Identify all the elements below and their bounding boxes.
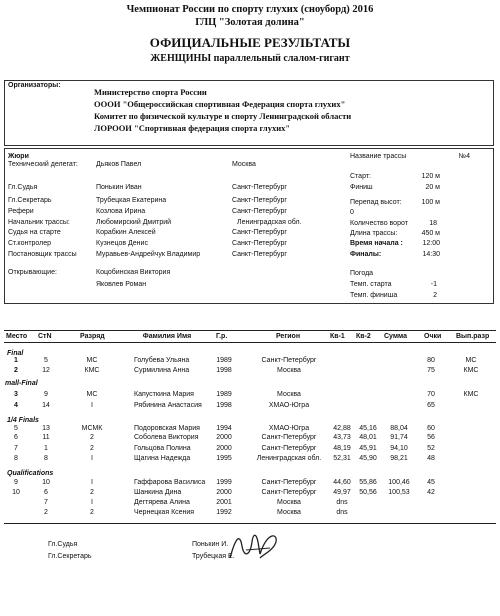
cell-achieved-rank: КМС	[463, 391, 479, 398]
cell-rank: I	[91, 479, 93, 486]
cell-bib: 14	[42, 402, 50, 409]
cell-place: 5	[14, 425, 18, 432]
jury-name: Козлова Ирина	[96, 208, 146, 215]
course-value: 120 м	[421, 173, 440, 180]
jury-city: Санкт-Петербург	[232, 184, 287, 191]
cell-sum: 94,10	[390, 445, 408, 452]
cell-region: Санкт-Петербург	[261, 445, 317, 452]
cell-region: Санкт-Петербург	[261, 479, 317, 486]
cell-points: 70	[427, 391, 435, 398]
cell-bib: 7	[44, 499, 48, 506]
signature-name: Трубецкая Е.	[192, 553, 235, 560]
cell-region: Санкт-Петербург	[261, 434, 317, 441]
cell-sum: 88,04	[390, 425, 408, 432]
cell-points: 48	[427, 455, 435, 462]
cell-birth-year: 1989	[216, 357, 232, 364]
section-title-small-final: mall-Final	[5, 380, 38, 387]
cell-place: 2	[14, 367, 18, 374]
jury-city: Санкт-Петербург	[232, 251, 287, 258]
cell-region: Москва	[277, 499, 301, 506]
cell-sum: 100,46	[388, 479, 410, 486]
cell-birth-year: 1989	[216, 391, 232, 398]
cell-bib: 8	[44, 455, 48, 462]
cell-points: 42	[427, 489, 435, 496]
cell-sum: 91,74	[390, 434, 408, 441]
cell-bib: 10	[42, 479, 50, 486]
cell-rank: 2	[90, 445, 94, 452]
cell-place: 9	[14, 479, 18, 486]
opener-name: Яковлев Роман	[96, 281, 147, 288]
weather-label: Темп. финиша	[350, 292, 398, 299]
jury-name: Любомирский Дмитрий	[96, 219, 172, 226]
cell-bib: 1	[44, 445, 48, 452]
cell-qualifying-1: 43,73	[333, 434, 351, 441]
weather-label: Темп. старта	[350, 281, 392, 288]
course-value: 450 м	[421, 230, 440, 237]
cell-region: Москва	[277, 391, 301, 398]
cell-sum: 100,53	[388, 489, 410, 496]
cell-birth-year: 1995	[216, 455, 232, 462]
organizer-item: Министерство спорта России	[94, 87, 207, 97]
course-label: Финиш	[350, 184, 373, 191]
course-label: Количество ворот	[350, 220, 408, 227]
jury-name: Понькин Иван	[96, 184, 142, 191]
cell-rank: 2	[90, 509, 94, 516]
cell-region: Санкт-Петербург	[261, 357, 317, 364]
jury-city: Санкт-Петербург	[232, 229, 287, 236]
cell-place: 4	[14, 402, 18, 409]
cell-qualifying-1: 44,60	[333, 479, 351, 486]
cell-qualifying-1: 52,31	[333, 455, 351, 462]
cell-birth-year: 1998	[216, 367, 232, 374]
jury-role: Гл.Судья	[8, 184, 38, 191]
cell-athlete-name: Чернецкая Ксения	[134, 509, 195, 516]
col-header-achieved: Вып.разр	[456, 333, 490, 340]
cell-athlete-name: Дегтярева Алина	[134, 499, 190, 506]
course-value: 100 м	[421, 199, 440, 206]
col-header-points: Очки	[424, 333, 442, 340]
jury-name: Кузнецов Денис	[96, 240, 148, 247]
organizer-item: Комитет по физической культуре и спорту Ленинградской области	[94, 111, 352, 121]
cell-place: 7	[14, 445, 18, 452]
cell-athlete-name: Капусткина Мария	[134, 391, 194, 398]
cell-place: 8	[14, 455, 18, 462]
cell-qualifying-1: dns	[336, 509, 348, 516]
cell-region: ХМАО-Югра	[268, 425, 310, 432]
col-header-name: Фамилия Имя	[142, 333, 192, 340]
jury-role: Постановщик трассы	[8, 251, 77, 258]
signature-role: Гл.Секретарь	[48, 553, 92, 560]
cell-birth-year: 2000	[216, 489, 232, 496]
jury-role: Начальник трассы:	[8, 219, 70, 226]
organizers-label: Организаторы:	[8, 82, 61, 89]
jury-city: Санкт-Петербург	[232, 197, 287, 204]
event-subtitle: ЖЕНЩИНЫ параллельный слалом-гигант	[150, 53, 350, 64]
championship-title: Чемпионат России по спорту глухих (сноуборд) 2016	[126, 4, 374, 15]
cell-bib: 6	[44, 489, 48, 496]
table-top-rule	[4, 330, 496, 331]
cell-bib: 11	[42, 434, 50, 441]
cell-rank: I	[91, 402, 93, 409]
cell-qualifying-1: dns	[336, 499, 348, 506]
cell-points: 80	[427, 357, 435, 364]
cell-points: 45	[427, 479, 435, 486]
course-value: 18	[429, 220, 437, 227]
openers-label: Открывающие:	[8, 269, 57, 276]
cell-rank: МСМК	[81, 425, 103, 432]
jury-role: Гл.Секретарь	[8, 197, 52, 204]
table-bottom-rule	[4, 523, 496, 524]
col-header-q2: Кв-2	[356, 333, 371, 340]
cell-rank: I	[91, 499, 93, 506]
cell-bib: 9	[44, 391, 48, 398]
cell-qualifying-1: 42,88	[333, 425, 351, 432]
cell-place: 6	[14, 434, 18, 441]
cell-bib: 2	[44, 509, 48, 516]
col-header-q1: Кв-1	[330, 333, 345, 340]
cell-qualifying-2: 45,91	[359, 445, 377, 452]
cell-bib: 12	[42, 367, 50, 374]
cell-qualifying-2: 48,01	[359, 434, 377, 441]
cell-region: ХМАО-Югра	[268, 402, 310, 409]
weather-value: 2	[433, 292, 437, 299]
cell-athlete-name: Соболева Виктория	[134, 434, 199, 441]
cell-points: 75	[427, 367, 435, 374]
cell-rank: КМС	[84, 367, 100, 374]
cell-achieved-rank: КМС	[463, 367, 479, 374]
jury-role: Технический делегат:	[8, 161, 78, 168]
jury-city: Ленинградская обл.	[237, 219, 302, 226]
col-header-year: Г.р.	[216, 333, 228, 340]
cell-qualifying-1: 48,19	[333, 445, 351, 452]
cell-region: Москва	[277, 509, 301, 516]
jury-role: Судья на старте	[8, 229, 61, 236]
cell-qualifying-2: 50,56	[359, 489, 377, 496]
cell-qualifying-2: 55,86	[359, 479, 377, 486]
organizer-item: ЛОРООИ "Спортивная федерация спорта глухих"	[94, 123, 291, 133]
cell-points: 65	[427, 402, 435, 409]
course-value: №4	[458, 153, 470, 160]
cell-birth-year: 1998	[216, 402, 232, 409]
course-value: 0	[350, 209, 354, 216]
course-value: 20 м	[425, 184, 440, 191]
cell-place: 1	[14, 357, 18, 364]
cell-qualifying-2: 45,90	[359, 455, 377, 462]
cell-athlete-name: Гольцова Полина	[134, 445, 191, 452]
cell-athlete-name: Шанкина Дина	[134, 489, 182, 496]
cell-qualifying-1: 49,97	[333, 489, 351, 496]
signature-role: Гл.Судья	[48, 541, 78, 548]
cell-birth-year: 2000	[216, 445, 232, 452]
cell-region: Москва	[277, 367, 301, 374]
course-label: Финалы:	[350, 251, 382, 258]
course-label: Время начала :	[350, 240, 403, 247]
jury-label: Жюри	[8, 153, 29, 160]
cell-rank: МС	[86, 391, 98, 398]
weather-value: -1	[430, 281, 437, 288]
handwritten-signature-icon	[226, 528, 282, 566]
jury-city: Москва	[232, 161, 256, 168]
cell-athlete-name: Щагина Надежда	[134, 455, 191, 462]
course-value: 12:00	[422, 240, 440, 247]
col-header-rank: Разряд	[80, 333, 105, 340]
section-title-qualifications: Qualifications	[7, 470, 54, 477]
col-header-place: Место	[6, 333, 28, 340]
cell-athlete-name: Подоровская Мария	[134, 425, 200, 432]
organizer-item: ОООИ "Общероссийская спортивная Федерация спорта глухих"	[94, 99, 346, 109]
section-title-final: Final	[7, 350, 24, 357]
cell-birth-year: 1999	[216, 479, 232, 486]
jury-name: Трубецкая Екатерина	[96, 197, 167, 204]
cell-bib: 5	[44, 357, 48, 364]
table-header-rule	[4, 342, 496, 343]
page-title: ОФИЦИАЛЬНЫЕ РЕЗУЛЬТАТЫ	[149, 35, 351, 50]
cell-points: 60	[427, 425, 435, 432]
cell-region: Ленинградская обл.	[256, 455, 322, 462]
weather-label: Погода	[350, 270, 374, 277]
cell-rank: 2	[90, 434, 94, 441]
cell-birth-year: 2001	[216, 499, 232, 506]
cell-birth-year: 1992	[216, 509, 232, 516]
opener-name: Коцобинская Виктория	[96, 269, 171, 276]
cell-athlete-name: Сурмилина Анна	[134, 367, 190, 374]
cell-rank: I	[91, 455, 93, 462]
cell-birth-year: 2000	[216, 434, 232, 441]
cell-points: 52	[427, 445, 435, 452]
course-label: Старт:	[350, 173, 371, 180]
cell-athlete-name: Гаффарова Василиса	[134, 479, 206, 486]
jury-role: Рефери	[8, 208, 34, 215]
cell-bib: 13	[42, 425, 50, 432]
course-label: Название трассы	[350, 153, 407, 160]
cell-region: Санкт-Петербург	[261, 489, 317, 496]
signature-name: Понькин И.	[192, 541, 229, 548]
cell-rank: 2	[90, 489, 94, 496]
cell-sum: 98,21	[390, 455, 408, 462]
cell-place: 3	[14, 391, 18, 398]
cell-points: 56	[427, 434, 435, 441]
cell-athlete-name: Голубева Ульяна	[134, 357, 190, 364]
col-header-region: Регион	[275, 333, 301, 340]
course-label: Длина трассы:	[350, 230, 398, 237]
course-label: Перепад высот:	[350, 199, 402, 206]
jury-role: Ст.контролер	[8, 240, 52, 247]
col-header-sum: Сумма	[384, 333, 408, 340]
cell-rank: МС	[86, 357, 98, 364]
jury-name: Дьяков Павел	[96, 161, 142, 168]
jury-city: Санкт-Петербург	[232, 240, 287, 247]
section-title-quarter-finals: 1/4 Finals	[7, 417, 39, 424]
jury-name: Муравьев-Андрейчук Владимир	[96, 251, 201, 258]
cell-athlete-name: Рябинина Анастасия	[134, 402, 202, 409]
cell-place: 10	[12, 489, 20, 496]
cell-qualifying-2: 45,16	[359, 425, 377, 432]
jury-city: Санкт-Петербург	[232, 208, 287, 215]
cell-achieved-rank: МС	[465, 357, 477, 364]
venue-title: ГЛЦ "Золотая долина"	[195, 17, 305, 28]
cell-birth-year: 1994	[216, 425, 232, 432]
col-header-bib: СтN	[38, 333, 52, 340]
jury-name: Корабкин Алексей	[96, 229, 156, 236]
course-value: 14:30	[422, 251, 440, 258]
